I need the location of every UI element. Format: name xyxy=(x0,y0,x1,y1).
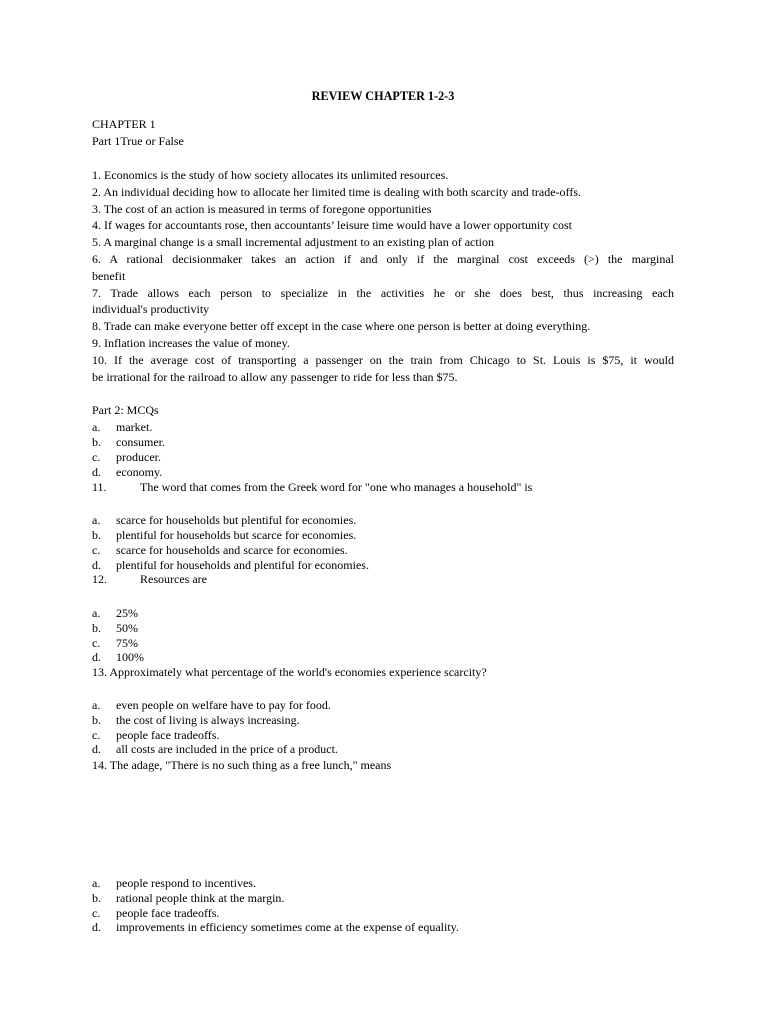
option-12-c: c. scarce for households and scarce for economies. xyxy=(92,543,348,557)
tf-statement-9: 9. Inflation increases the value of money. xyxy=(92,336,290,350)
question-12: 12. Resources are xyxy=(92,572,207,586)
part1-heading: Part 1True or False xyxy=(92,134,184,148)
tf-statement-6-cont: benefit xyxy=(92,269,126,283)
option-13-a: a. 25% xyxy=(92,606,138,620)
tf-statement-5: 5. A marginal change is a small incremental adjustment to an existing plan of action xyxy=(92,235,495,249)
option-12-a: a. scarce for households but plentiful for economies. xyxy=(92,513,357,527)
option-13-b: b. 50% xyxy=(92,621,138,635)
option-11-a: a. market. xyxy=(92,420,153,434)
option-13-d: d. 100% xyxy=(92,650,144,664)
part2-heading: Part 2: MCQs xyxy=(92,403,159,417)
option-13-c: c. 75% xyxy=(92,636,138,650)
option-14-c: c. people face tradeoffs. xyxy=(92,728,220,742)
tf-statement-10-cont: be irrational for the railroad to allow any passenger to ride for less than $75. xyxy=(92,370,458,384)
option-11-c: c. producer. xyxy=(92,450,161,464)
tf-statement-3: 3. The cost of an action is measured in terms of foregone opportunities xyxy=(92,202,432,216)
option-14-a: a. even people on welfare have to pay for food. xyxy=(92,698,331,712)
tf-statement-7-cont: individual's productivity xyxy=(92,302,210,316)
tf-statement-4: 4. If wages for accountants rose, then accountants’ leisure time would have a lower opportunity cost xyxy=(92,218,572,232)
tf-statement-7: 7. Trade allows each person to specialize in the activities he or she does best, thus increasing each xyxy=(92,286,674,300)
tf-statement-2: 2. An individual deciding how to allocate her limited time is dealing with both scarcity and trade-offs. xyxy=(92,185,581,199)
tf-statement-6: 6. A rational decisionmaker takes an action if and only if the marginal cost exceeds (>) the marginal xyxy=(92,252,674,266)
option-14-d: d. all costs are included in the price of a product. xyxy=(92,742,338,756)
document-title: REVIEW CHAPTER 1-2-3 xyxy=(311,89,455,103)
option-11-d: d. economy. xyxy=(92,465,163,479)
chapter-heading: CHAPTER 1 xyxy=(92,117,156,131)
option-14-b: b. the cost of living is always increasing. xyxy=(92,713,300,727)
option-12-d: d. plentiful for households and plentiful for economies. xyxy=(92,558,369,572)
question-14: 14. The adage, "There is no such thing as a free lunch," means xyxy=(92,758,392,772)
option-15-b: b. rational people think at the margin. xyxy=(92,891,285,905)
question-11: 11. The word that comes from the Greek word for "one who manages a household" is xyxy=(92,480,533,494)
option-15-d: d. improvements in efficiency sometimes come at the expense of equality. xyxy=(92,920,459,934)
option-11-b: b. consumer. xyxy=(92,435,165,449)
tf-statement-8: 8. Trade can make everyone better off except in the case where one person is better at doing everything. xyxy=(92,319,591,333)
tf-statement-1: 1. Economics is the study of how society allocates its unlimited resources. xyxy=(92,168,449,182)
question-13: 13. Approximately what percentage of the world's economies experience scarcity? xyxy=(92,665,487,679)
option-12-b: b. plentiful for households but scarce for economies. xyxy=(92,528,357,542)
tf-statement-10: 10. If the average cost of transporting a passenger on the train from Chicago to St. Louis is $75, it would xyxy=(92,353,674,367)
option-15-c: c. people face tradeoffs. xyxy=(92,906,220,920)
option-15-a: a. people respond to incentives. xyxy=(92,876,256,890)
